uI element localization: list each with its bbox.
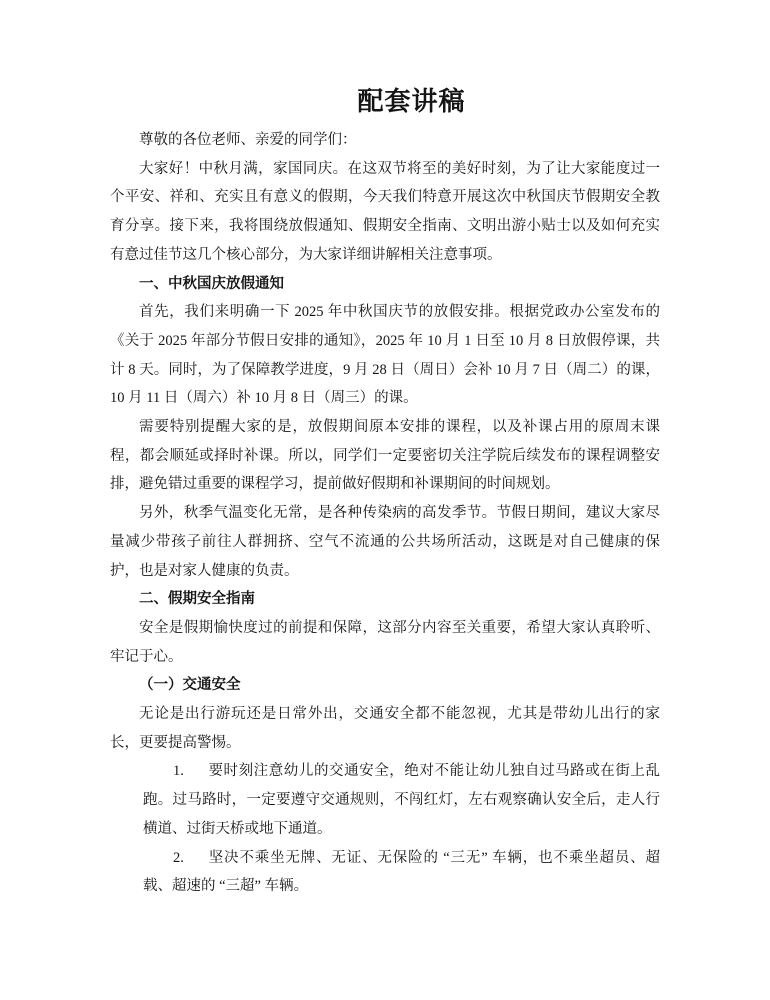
document-content (0, 84, 770, 901)
section-heading-safety-guide: 二、假期安全指南 (139, 591, 255, 608)
document-body (110, 126, 660, 901)
list-item-2 (143, 844, 660, 901)
health-reminder-paragraph: 另外，秋季气温变化无常，是各种传染病的高发季节。节假日期间，建议大家尽量减少带孩子前往人群拥挤、空气不流通的公共场所活动，这既是对自己健康的保护，也是对家人健康的负责。 (110, 505, 660, 579)
intro-paragraph: 大家好！中秋月满，家国同庆。在这双节将至的美好时刻，为了让大家能度过一个平安、祥和、充实且有意义的假期，今天我们特意开展这次中秋国庆节假期安全教育分享。接下来，我将围绕放假通知、假期安全指南、文明出游小贴士以及如何充实有意过佳节这几个核心部分，为大家详细讲解相关注意事项。 (110, 160, 660, 263)
makeup-class-reminder-paragraph: 需要特别提醒大家的是，放假期间原本安排的课程，以及补课占用的原周末课程，都会顺延或择时补课。所以，同学们一定要密切关注学院后续发布的课程调整安排，避免错过重要的课程学习，提前做好假期和补课期间的时间规划。 (110, 419, 660, 493)
safety-intro-paragraph: 安全是假期愉快度过的前提和保障，这部分内容至关重要，希望大家认真聆听、牢记于心。 (110, 619, 660, 665)
list-item-2-text: 坚决不乘坐无牌、无证、无保险的 “三无” 车辆，也不乘坐超员、超载、超速的 “三超” 车辆。 (143, 849, 660, 895)
list-item-1-number: 1. (173, 763, 184, 780)
list-item-2-number: 2. (173, 849, 184, 866)
holiday-schedule-paragraph: 首先，我们来明确一下 2025 年中秋国庆节的放假安排。根据党政办公室发布的《关于 2025 年部分节假日安排的通知》，2025 年 10 月 1 日至 10 月 8 日放假停课，共计 8 天。同时，为了保障教学进度，9 月 28 日（周日）会补 10 月 7 日（周二）的课，10 月 11 日（周六）补 10 月 8 日（周三）的课。 (110, 304, 660, 407)
section-heading-holiday-notice: 一、中秋国庆放假通知 (139, 275, 284, 292)
list-item-1 (143, 757, 660, 843)
traffic-safety-intro-paragraph: 无论是出行游玩还是日常外出，交通安全都不能忽视，尤其是带幼儿出行的家长，更要提高警惕。 (110, 706, 660, 751)
salutation-paragraph: 尊敬的各位老师、亲爱的同学们： (139, 132, 357, 148)
subsection-heading-traffic-safety: （一）交通安全 (139, 677, 241, 694)
document-title: 配套讲稿 (357, 87, 466, 116)
list-item-1-text: 要时刻注意幼儿的交通安全，绝对不能让幼儿独自过马路或在街上乱跑。过马路时，一定要遵守交通规则，不闯红灯，左右观察确认安全后，走人行横道、过街天桥或地下通道。 (143, 763, 660, 837)
